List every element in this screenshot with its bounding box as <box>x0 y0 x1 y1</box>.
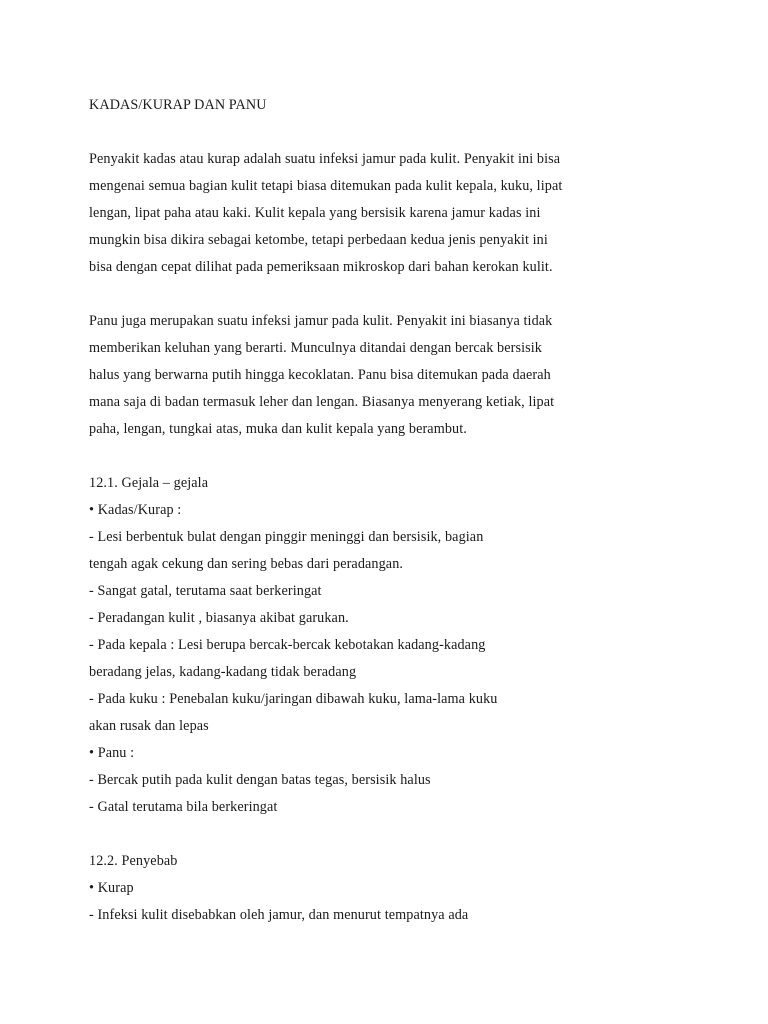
paragraph-kadas <box>89 146 729 281</box>
paragraph-line: Panu juga merupakan suatu infeksi jamur pada kulit. Penyakit ini biasanya tidak <box>89 313 553 329</box>
list-item: akan rusak dan lepas <box>89 718 209 734</box>
list-item: - Bercak putih pada kulit dengan batas tegas, bersisik halus <box>89 772 431 788</box>
list-item: • Panu : <box>89 745 135 761</box>
section-gejala <box>89 470 729 821</box>
paragraph-line: memberikan keluhan yang berarti. Munculnya ditandai dengan bercak bersisik <box>89 340 542 356</box>
section-heading: 12.1. Gejala – gejala <box>89 475 209 491</box>
paragraph-line: mengenai semua bagian kulit tetapi biasa ditemukan pada kulit kepala, kuku, lipat <box>89 178 563 194</box>
paragraph-line: lengan, lipat paha atau kaki. Kulit kepala yang bersisik karena jamur kadas ini <box>89 205 541 221</box>
paragraph-spacer <box>89 281 729 308</box>
paragraph-line: mungkin bisa dikira sebagai ketombe, tetapi perbedaan kedua jenis penyakit ini <box>89 232 548 248</box>
paragraph-panu <box>89 308 729 443</box>
list-item: • Kurap <box>89 880 134 896</box>
document-page <box>89 92 729 929</box>
list-item: • Kadas/Kurap : <box>89 502 182 518</box>
list-item: - Pada kuku : Penebalan kuku/jaringan dibawah kuku, lama-lama kuku <box>89 691 498 707</box>
paragraph-spacer <box>89 821 729 848</box>
list-item: - Infeksi kulit disebabkan oleh jamur, dan menurut tempatnya ada <box>89 907 469 923</box>
list-item: tengah agak cekung dan sering bebas dari peradangan. <box>89 556 404 572</box>
paragraph-line: paha, lengan, tungkai atas, muka dan kulit kepala yang berambut. <box>89 421 467 437</box>
paragraph-line: bisa dengan cepat dilihat pada pemeriksaan mikroskop dari bahan kerokan kulit. <box>89 259 553 275</box>
list-item: - Peradangan kulit , biasanya akibat garukan. <box>89 610 349 626</box>
list-item: beradang jelas, kadang-kadang tidak beradang <box>89 664 357 680</box>
list-item: - Sangat gatal, terutama saat berkeringat <box>89 583 322 599</box>
list-item: - Pada kepala : Lesi berupa bercak-bercak kebotakan kadang-kadang <box>89 637 486 653</box>
paragraph-line: Penyakit kadas atau kurap adalah suatu infeksi jamur pada kulit. Penyakit ini bisa <box>89 151 561 167</box>
paragraph-line: halus yang berwarna putih hingga kecoklatan. Panu bisa ditemukan pada daerah <box>89 367 551 383</box>
paragraph-line: mana saja di badan termasuk leher dan lengan. Biasanya menyerang ketiak, lipat <box>89 394 555 410</box>
section-heading: 12.2. Penyebab <box>89 853 178 869</box>
paragraph-spacer <box>89 119 729 146</box>
section-penyebab <box>89 848 729 929</box>
list-item: - Gatal terutama bila berkeringat <box>89 799 278 815</box>
paragraph-spacer <box>89 443 729 470</box>
list-item: - Lesi berbentuk bulat dengan pinggir meninggi dan bersisik, bagian <box>89 529 484 545</box>
document-title: KADAS/KURAP DAN PANU <box>89 97 267 113</box>
